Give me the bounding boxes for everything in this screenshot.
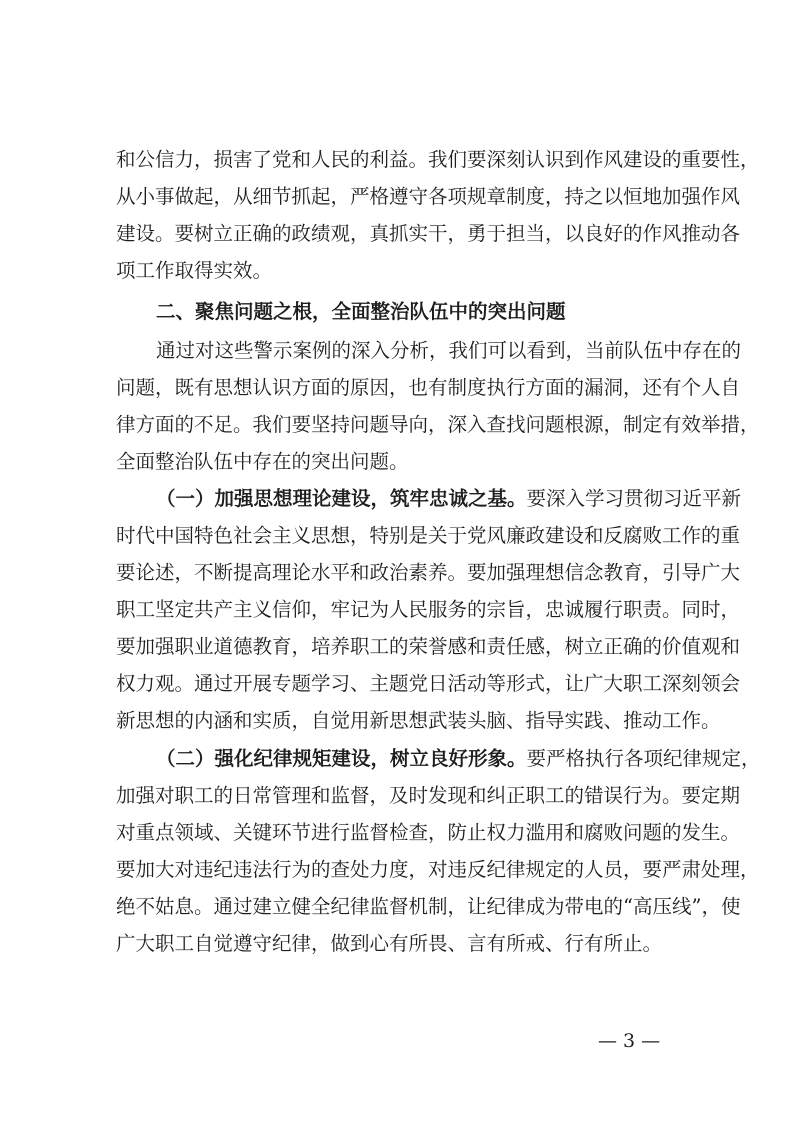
text-line: 和公信力，损害了党和人民的利益。我们要深刻认识到作风建设的重要性， bbox=[116, 148, 760, 171]
text-line: 问题，既有思想认识方面的原因，也有制度执行方面的漏洞，还有个人自 bbox=[116, 376, 741, 399]
text-line: 要加强职业道德教育，培养职工的荣誉感和责任感，树立正确的价值观和 bbox=[116, 635, 741, 658]
text-line: 律方面的不足。我们要坚持问题导向，深入查找问题根源，制定有效举措， bbox=[116, 413, 760, 436]
text-line: 时代中国特色社会主义思想，特别是关于党风廉政建设和反腐败工作的重 bbox=[116, 524, 741, 547]
subheading-lead: （一）加强思想理论建设，筑牢忠诚之基。 bbox=[156, 487, 527, 510]
text-line: 全面整治队伍中存在的突出问题。 bbox=[116, 450, 409, 473]
text-line: 职工坚定共产主义信仰，牢记为人民服务的宗旨，忠诚履行职责。同时， bbox=[116, 598, 741, 621]
text-line: 对重点领域、关键环节进行监督检查，防止权力滥用和腐败问题的发生。 bbox=[116, 821, 741, 844]
page-number: — 3 — bbox=[598, 1030, 661, 1052]
text-line bbox=[156, 487, 742, 511]
text-line: 要加大对违纪违法行为的查处力度，对违反纪律规定的人员，要严肃处理， bbox=[116, 858, 760, 881]
text-line: 广大职工自觉遵守纪律，做到心有所畏、言有所戒、行有所止。 bbox=[116, 932, 663, 955]
text-line bbox=[156, 747, 761, 771]
subheading-lead: （二）强化纪律规矩建设，树立良好形象。 bbox=[156, 747, 527, 770]
text-line: 项工作取得实效。 bbox=[116, 259, 273, 282]
text-line: 加强对职工的日常管理和监督，及时发现和纠正职工的错误行为。要定期 bbox=[116, 784, 741, 807]
text-line: 新思想的内涵和实质，自觉用新思想武装头脑、指导实践、推动工作。 bbox=[116, 709, 721, 732]
text-line: 权力观。通过开展专题学习、主题党日活动等形式，让广大职工深刻领会 bbox=[116, 672, 741, 695]
text-run: 要严格执行各项纪律规定， bbox=[526, 747, 761, 770]
text-line: 通过对这些警示案例的深入分析，我们可以看到，当前队伍中存在的 bbox=[156, 339, 742, 362]
text-line: 绝不姑息。通过建立健全纪律监督机制，让纪律成为带电的“高压线”，使 bbox=[116, 895, 741, 918]
text-line: 从小事做起，从细节抓起，严格遵守各项规章制度，持之以恒地加强作风 bbox=[116, 185, 741, 208]
text-line: 建设。要树立正确的政绩观，真抓实干，勇于担当，以良好的作风推动各 bbox=[116, 222, 741, 245]
text-run: 要深入学习贯彻习近平新 bbox=[526, 487, 742, 510]
text-line: 要论述，不断提高理论水平和政治素养。要加强理想信念教育，引导广大 bbox=[116, 561, 741, 584]
section-heading: 二、聚焦问题之根，全面整治队伍中的突出问题 bbox=[156, 300, 566, 323]
